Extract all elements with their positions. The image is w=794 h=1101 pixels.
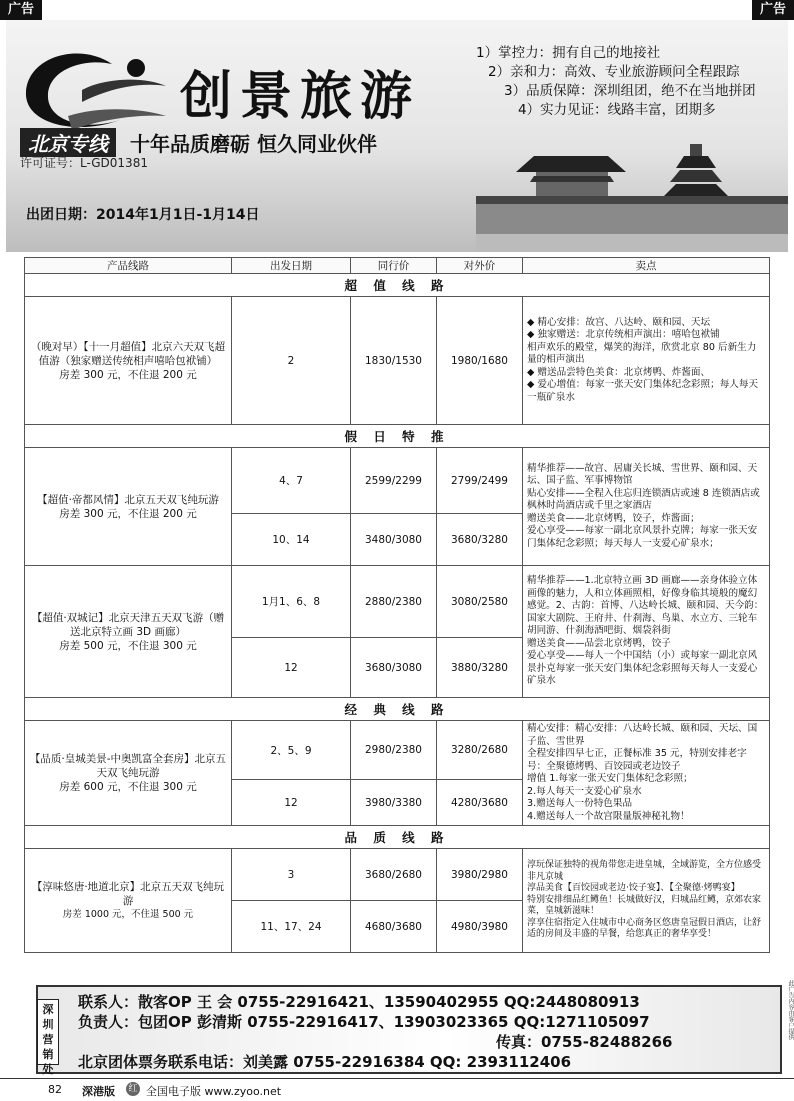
contact-line: 联系人：散客OP 王 会 0755-22916421、13590402955 QQ:2448080913 <box>78 993 640 1011</box>
retail-price-cell: 2799/2499 <box>437 448 523 514</box>
retail-price-cell: 3980/2980 <box>437 849 523 901</box>
table-header-row <box>25 258 770 274</box>
retail-price-cell: 4280/3680 <box>437 780 523 826</box>
feature-list <box>476 44 756 120</box>
side-note: 此广告内容由客户提供 <box>787 980 794 1040</box>
route-name: 【超值·帝都风情】北京五天双飞纯玩游 <box>37 493 219 506</box>
edition-badge-icon: 红 <box>126 1082 140 1096</box>
room-note: 房差 1000 元，不住退 500 元 <box>62 908 194 920</box>
fax-line: 传真：0755-82488266 <box>496 1033 673 1051</box>
table-row <box>25 448 770 514</box>
room-note: 房差 500 元，不住退 300 元 <box>59 639 197 652</box>
license-number: 许可证号：L-GD01381 <box>20 156 148 170</box>
col-header-selling-points: 卖点 <box>523 258 770 274</box>
route-cell <box>25 566 232 698</box>
edition-label: 深港版 <box>82 1085 115 1098</box>
route-name: 【淳味悠唐·地道北京】北京五天双飞纯玩游 <box>31 880 225 907</box>
col-header-date: 出发日期 <box>232 258 351 274</box>
category-row <box>25 698 770 721</box>
dept-label: 深圳营销处 <box>37 999 59 1065</box>
room-note: 房差 600 元，不住退 300 元 <box>59 781 197 793</box>
retail-price-cell: 3280/2680 <box>437 721 523 780</box>
ad-header <box>6 20 788 252</box>
col-header-route: 产品线路 <box>25 258 232 274</box>
selling-points-cell: 淳玩保证独特的视角带您走进皇城，全域游览，全方位感受非凡京城 淳品美食【百饺园或老边·饺子宴】、【全聚德·烤鸭宴】 特别安排细品红鳟鱼！长城做好汉，归城品红鳟，京郊农家菜，皇城新滋味！ 淳享住宿指定入住城市中心商务区悠唐皇冠假日酒店，让舒适的房间及丰盛的早餐，给您真正的奢华享受！ <box>523 849 770 953</box>
room-note: 房差 300 元，不住退 200 元 <box>59 507 197 520</box>
selling-points-cell: ◆ 精心安排：故宫、八达岭、颐和园、天坛 ◆ 独家赠送：北京传统相声演出：嘻哈包袱铺 相声欢乐的殿堂，爆笑的海洋，欣赏北京 80 后新生力量的相声演出 ◆ 赠送品尝特色美食：北京烤鸭、炸酱面、 ◆ 爱心增值：每家一张天安门集体纪念彩照；每人每天一瓶矿泉水 <box>523 297 770 425</box>
peer-price-cell: 3480/3080 <box>351 514 437 566</box>
date-cell: 1月1、6、8 <box>232 566 351 638</box>
manager-line: 负责人：包团OP 彭清斯 0755-22916417、13903023365 QQ:1271105097 <box>78 1013 650 1031</box>
retail-price-cell: 3880/3280 <box>437 638 523 698</box>
category-title: 经 典 线 路 <box>25 698 770 721</box>
date-cell: 3 <box>232 849 351 901</box>
departure-dates: 出团日期：2014年1月1日-1月14日 <box>26 207 260 223</box>
peer-price-cell: 1830/1530 <box>351 297 437 425</box>
date-cell: 12 <box>232 638 351 698</box>
route-cell <box>25 297 232 425</box>
price-table <box>24 257 770 953</box>
category-title: 超 值 线 路 <box>25 274 770 297</box>
peer-price-cell: 3680/2680 <box>351 849 437 901</box>
route-cell <box>25 448 232 566</box>
retail-price-cell: 1980/1680 <box>437 297 523 425</box>
peer-price-cell: 2599/2299 <box>351 448 437 514</box>
contact-box <box>36 985 782 1074</box>
category-row <box>25 425 770 448</box>
date-cell: 2、5、9 <box>232 721 351 780</box>
ad-label-right: 广告 <box>752 0 794 20</box>
feature-item: 1）掌控力：拥有自己的地接社 <box>476 45 661 61</box>
table-row <box>25 566 770 638</box>
retail-price-cell: 4980/3980 <box>437 901 523 953</box>
selling-points-cell: 精心安排：精心安排：八达岭长城、颐和园、天坛、国子监、雪世界 全程安排四早七正，正餐标准 35 元，特别安排老字号：全聚德烤鸭、百饺园或老边饺子 增值 1.每家一张天安门集体纪念彩照； 2.每人每天一支爱心矿泉水 3.赠送每人一份特色果品 4.赠送每人一个故宫限量版神秘礼物！ <box>523 721 770 826</box>
date-cell: 12 <box>232 780 351 826</box>
retail-price-cell: 3080/2580 <box>437 566 523 638</box>
room-note: 房差 300 元，不住退 200 元 <box>59 368 197 381</box>
col-header-peer-price: 同行价 <box>351 258 437 274</box>
col-header-retail-price: 对外价 <box>437 258 523 274</box>
category-title: 品 质 线 路 <box>25 826 770 849</box>
date-cell: 11、17、24 <box>232 901 351 953</box>
peer-price-cell: 4680/3680 <box>351 901 437 953</box>
ad-label-left: 广告 <box>0 0 42 20</box>
table-row <box>25 297 770 425</box>
date-cell: 2 <box>232 297 351 425</box>
peer-price-cell: 2880/2380 <box>351 566 437 638</box>
retail-price-cell: 3680/3280 <box>437 514 523 566</box>
date-cell: 4、7 <box>232 448 351 514</box>
route-name: （晚对早）【十一月超值】北京六天双飞超值游（独家赠送传统相声嘻哈包袱铺） <box>30 340 226 367</box>
ticket-line: 北京团体票务联系电话：刘美露 0755-22916384 QQ: 2393112406 <box>78 1053 572 1071</box>
route-name: 【品质·皇城美景-中奥凯富全套房】北京五天双飞纯玩游 <box>29 753 227 779</box>
category-title: 假 日 特 推 <box>25 425 770 448</box>
route-cell <box>25 849 232 953</box>
table-row <box>25 849 770 901</box>
feature-item: 3）品质保障：深圳组团，绝不在当地拼团 <box>504 83 756 99</box>
peer-price-cell: 3680/3080 <box>351 638 437 698</box>
table-row <box>25 721 770 780</box>
website-label: 全国电子版 www.zyoo.net <box>146 1085 282 1098</box>
feature-item: 2）亲和力：高效、专业旅游顾问全程跟踪 <box>488 64 740 80</box>
category-row <box>25 826 770 849</box>
slogan-partner: 十年品质磨砺 恒久同业伙伴 <box>130 132 377 156</box>
brand-name: 创景旅游 <box>180 66 421 127</box>
page-footer <box>0 1078 794 1101</box>
peer-price-cell: 2980/2380 <box>351 721 437 780</box>
route-name: 【超值·双城记】北京天津五天双飞游（赠送北京特立画 3D 画廊） <box>31 611 225 638</box>
temple-skyline-image <box>476 138 788 252</box>
page-number: 82 <box>48 1083 62 1096</box>
peer-price-cell: 3980/3380 <box>351 780 437 826</box>
route-cell <box>25 721 232 826</box>
selling-points-cell: 精华推荐——故宫、居庸关长城、雪世界、颐和园、天坛、国子监、军事博物馆 贴心安排——全程入住忘归连锁酒店或速 8 连锁酒店或枫林时尚酒店或千里之家酒店 赠送美食——北京烤鸭，饺子，炸酱面； 爱心享受——每家一副北京风景扑克牌；每家一张天安门集体纪念彩照；每天每人一支爱心矿泉水； <box>523 448 770 566</box>
category-row <box>25 274 770 297</box>
feature-item: 4）实力见证：线路丰富，团期多 <box>518 102 716 118</box>
slogan <box>20 128 377 157</box>
slogan-beijing-line: 北京专线 <box>20 128 116 157</box>
selling-points-cell: 精华推荐——1.北京特立画 3D 画廊——亲身体验立体画像的魅力，人和立体画照相，好像身临其境般的魔幻感觉。2、古韵：首博、八达岭长城、颐和园、天今韵：国家大剧院、王府井、什刹海、鸟巢、水立方、三轮车胡同游、什刹海酒吧街、烟袋斜街 赠送美食——品尝北京烤鸭，饺子 爱心享受——每人一个中国结（小）或每家一副北京风景扑克每家一张天安门集体纪念彩照每天每人一支爱心矿泉水 <box>523 566 770 698</box>
date-cell: 10、14 <box>232 514 351 566</box>
